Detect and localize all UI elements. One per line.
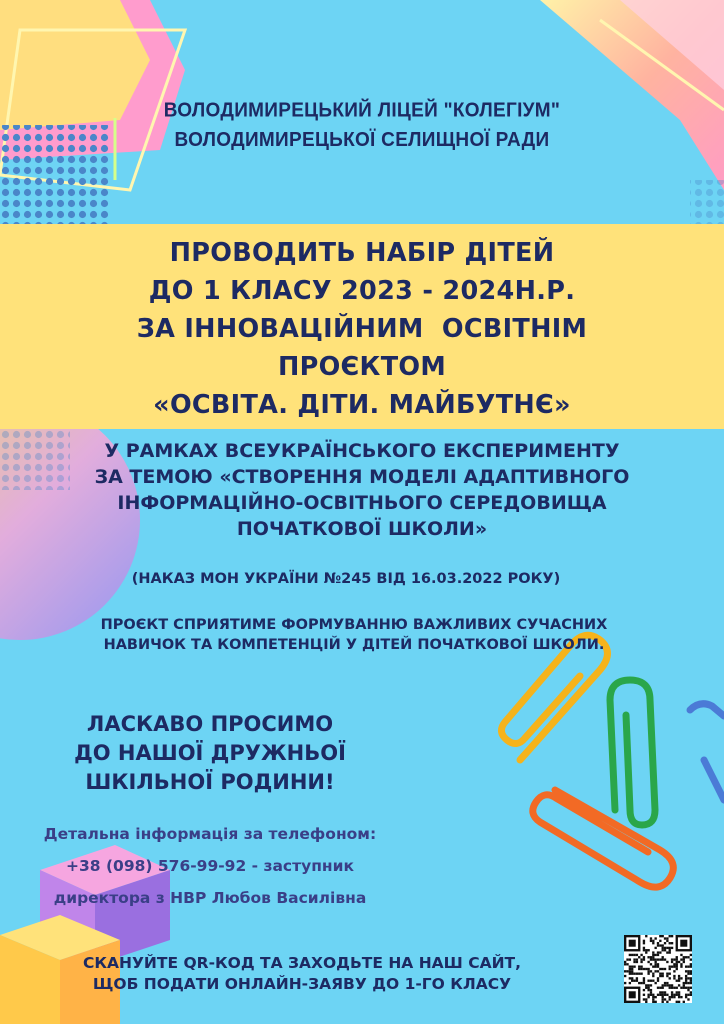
welcome-line-1: ЛАСКАВО ПРОСИМО [86, 712, 334, 736]
project-line-1: ПРОЄКТ СПРИЯТИМЕ ФОРМУВАННЮ ВАЖЛИВИХ СУЧАСНИХ [100, 617, 608, 633]
order-reference: (НАКАЗ МОН УКРАЇНИ №245 ВІД 16.03.2022 РОКУ) [131, 571, 561, 587]
contact-line-1: Детальна інформація за телефоном: [43, 825, 377, 843]
headline-line-4: ПРОЄКТОМ [277, 352, 447, 382]
headline-line-1: ПРОВОДИТЬ НАБІР ДІТЕЙ [169, 238, 555, 268]
qr-code-icon [624, 935, 692, 1003]
contact-info [0, 818, 572, 914]
headline [0, 234, 724, 424]
experiment-line-1: У РАМКАХ ВСЕУКРАЇНСЬКОГО ЕКСПЕРИМЕНТУ [104, 440, 620, 462]
school-name-line-2: ВОЛОДИМИРЕЦЬКОЇ СЕЛИЩНОЇ РАДИ [174, 129, 550, 152]
welcome-line-3: ШКІЛЬНОЇ РОДИНИ! [85, 770, 335, 794]
project-description [0, 615, 716, 655]
contact-person: директора з НВР Любов Василівна [53, 889, 367, 907]
qr-code[interactable] [624, 935, 692, 1003]
contact-phone: +38 (098) 576-99-92 - заступник [66, 857, 354, 875]
qr-call-to-action [0, 953, 664, 995]
experiment-info [0, 438, 724, 542]
project-line-2: НАВИЧОК ТА КОМПЕТЕНЦІЙ У ДІТЕЙ ПОЧАТКОВОЇ ШКОЛИ. [103, 637, 605, 653]
school-name-line-1: ВОЛОДИМИРЕЦЬКИЙ ЛІЦЕЙ "КОЛЕГІУМ" [163, 99, 561, 122]
welcome-message [0, 710, 572, 797]
headline-line-3: ЗА ІННОВАЦІЙНИМ ОСВІТНІМ [136, 314, 588, 344]
top-right-shapes [540, 0, 724, 190]
experiment-line-4: ПОЧАТКОВОЇ ШКОЛИ» [236, 518, 488, 540]
headline-line-5: «ОСВІТА. ДІТИ. МАЙБУТНЄ» [153, 390, 571, 420]
experiment-line-2: ЗА ТЕМОЮ «СТВОРЕННЯ МОДЕЛІ АДАПТИВНОГО [94, 466, 630, 488]
experiment-line-3: ІНФОРМАЦІЙНО-ОСВІТНЬОГО СЕРЕДОВИЩА [117, 492, 607, 514]
welcome-line-2: ДО НАШОЇ ДРУЖНЬОЇ [74, 741, 346, 765]
cta-line-2: ЩОБ ПОДАТИ ОНЛАЙН-ЗАЯВУ ДО 1-ГО КЛАСУ [92, 975, 512, 993]
school-name [0, 97, 724, 156]
cta-line-1: СКАНУЙТЕ QR-КОД ТА ЗАХОДЬТЕ НА НАШ САЙТ, [82, 954, 522, 972]
headline-line-2: ДО 1 КЛАСУ 2023 - 2024Н.Р. [148, 276, 576, 306]
